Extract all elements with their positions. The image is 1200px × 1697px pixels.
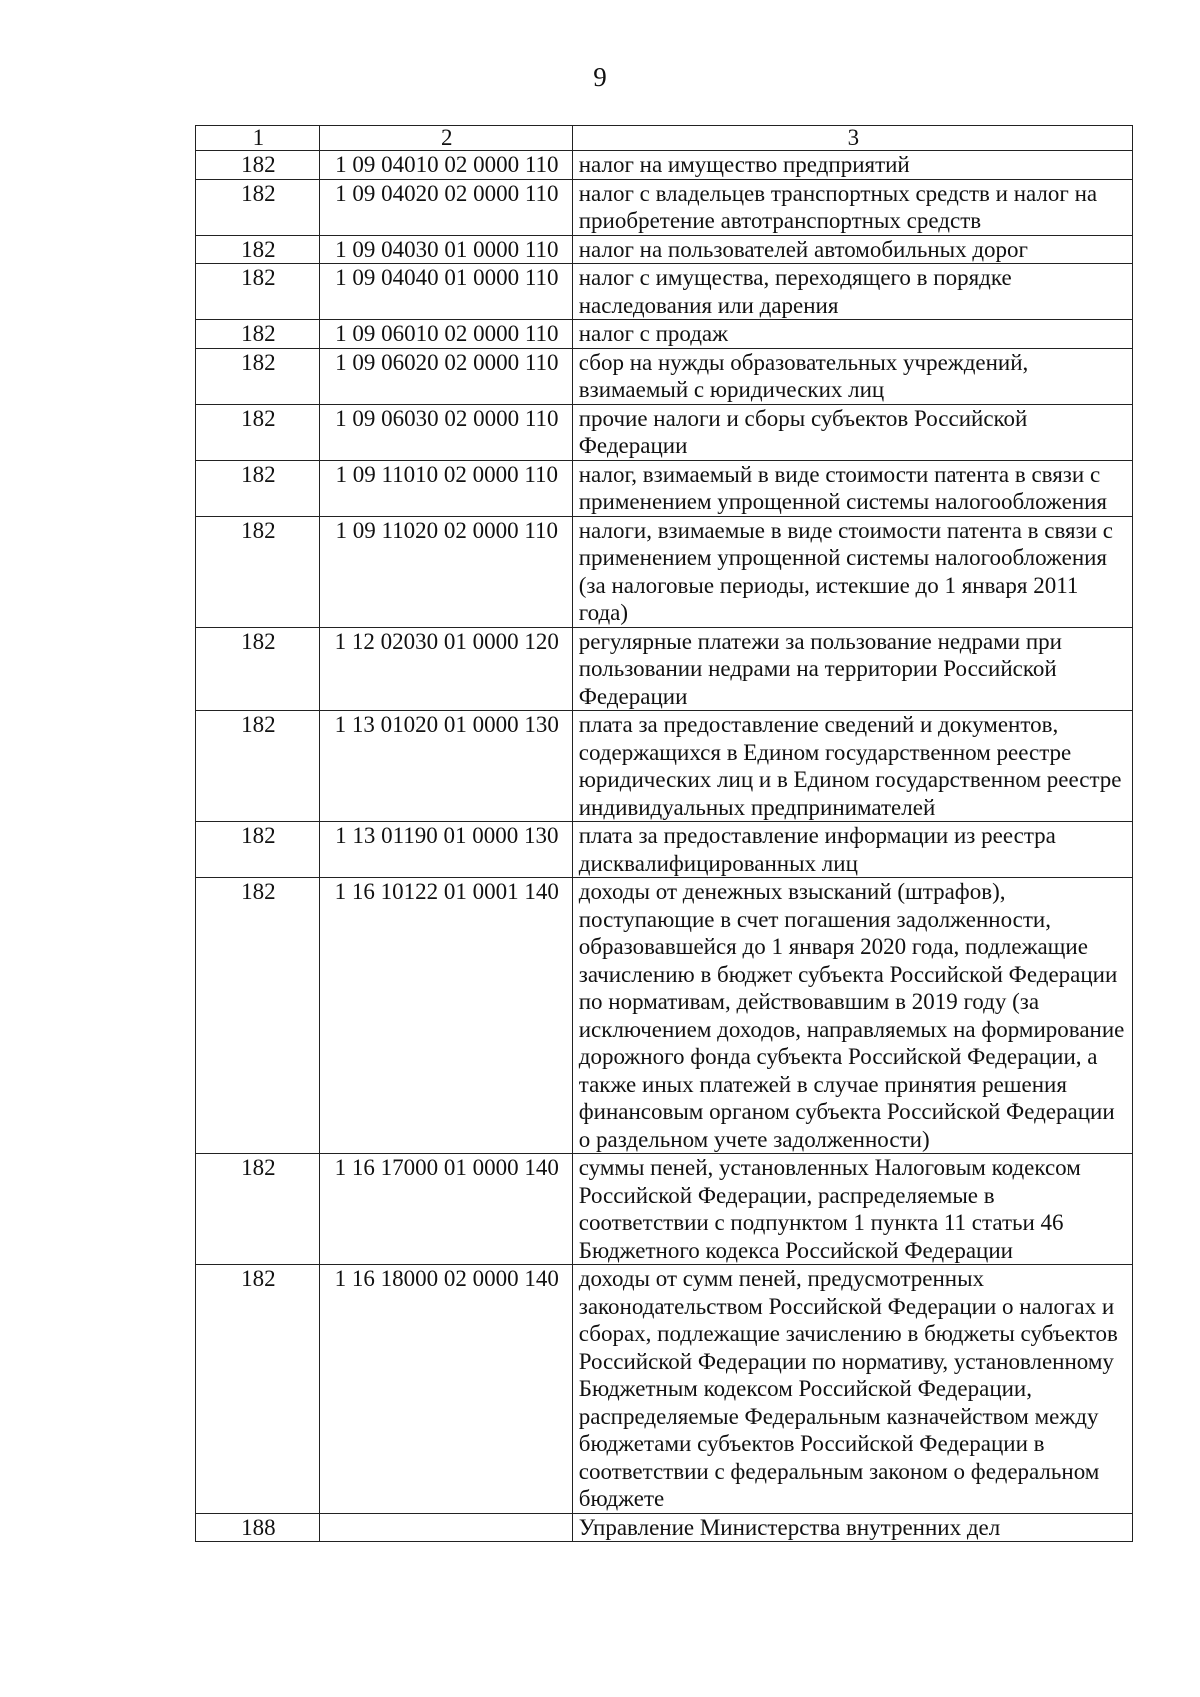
admin-code-cell: 182 (196, 627, 320, 711)
revenue-name-cell: Управление Министерства внутренних дел (572, 1513, 1132, 1542)
budget-code-cell: 1 16 10122 01 0001 140 (319, 878, 572, 1154)
admin-code-cell: 182 (196, 711, 320, 822)
header-col-1: 1 (196, 126, 320, 151)
revenue-name-cell: налоги, взимаемые в виде стоимости патента в связи с применением упрощенной системы налогообложения (за налоговые периоды, истекшие до 1 января 2011 года) (572, 516, 1132, 627)
table-row (196, 711, 1133, 822)
table-row (196, 878, 1133, 1154)
admin-code-cell: 182 (196, 516, 320, 627)
table-row (196, 179, 1133, 235)
table-row (196, 1265, 1133, 1514)
table-row (196, 151, 1133, 180)
budget-code-cell: 1 13 01020 01 0000 130 (319, 711, 572, 822)
budget-code-cell: 1 09 04040 01 0000 110 (319, 264, 572, 320)
admin-code-cell: 182 (196, 320, 320, 349)
revenue-name-cell: налог с владельцев транспортных средств и налог на приобретение автотранспортных средств (572, 179, 1132, 235)
table-row (196, 627, 1133, 711)
table-row (196, 235, 1133, 264)
admin-code-cell: 182 (196, 264, 320, 320)
header-col-3: 3 (572, 126, 1132, 151)
budget-code-cell: 1 12 02030 01 0000 120 (319, 627, 572, 711)
table-row (196, 516, 1133, 627)
admin-code-cell: 182 (196, 151, 320, 180)
table-row (196, 1154, 1133, 1265)
table-row (196, 404, 1133, 460)
budget-code-cell: 1 16 17000 01 0000 140 (319, 1154, 572, 1265)
revenue-name-cell: доходы от денежных взысканий (штрафов), поступающие в счет погашения задолженности, образовавшейся до 1 января 2020 года, подлежащие зачислению в бюджет субъекта Российской Федерации по нормативам, действовавшим в 2019 году (за исключением доходов, направляемых на формирование дорожного фонда субъекта Российской Федерации, а также иных платежей в случае принятия решения финансовым органом субъекта Российской Федерации о раздельном учете задолженности) (572, 878, 1132, 1154)
revenue-name-cell: плата за предоставление информации из реестра дисквалифицированных лиц (572, 822, 1132, 878)
revenue-name-cell: плата за предоставление сведений и документов, содержащихся в Едином государственном реестре юридических лиц и в Едином государственном реестре индивидуальных предпринимателей (572, 711, 1132, 822)
admin-code-cell: 182 (196, 878, 320, 1154)
table-row (196, 264, 1133, 320)
header-col-2: 2 (319, 126, 572, 151)
revenue-codes-table (195, 125, 1133, 1542)
revenue-name-cell: суммы пеней, установленных Налоговым кодексом Российской Федерации, распределяемые в соответствии с подпунктом 1 пункта 11 статьи 46 Бюджетного кодекса Российской Федерации (572, 1154, 1132, 1265)
table-row (196, 1513, 1133, 1542)
budget-code-cell: 1 09 04010 02 0000 110 (319, 151, 572, 180)
table-header-row (196, 126, 1133, 151)
revenue-name-cell: прочие налоги и сборы субъектов Российской Федерации (572, 404, 1132, 460)
revenue-name-cell: налог на имущество предприятий (572, 151, 1132, 180)
budget-code-cell: 1 13 01190 01 0000 130 (319, 822, 572, 878)
budget-code-cell: 1 09 04020 02 0000 110 (319, 179, 572, 235)
revenue-name-cell: доходы от сумм пеней, предусмотренных законодательством Российской Федерации о налогах и сборах, подлежащие зачислению в бюджеты субъектов Российской Федерации по нормативу, установленному Бюджетным кодексом Российской Федерации, распределяемые Федеральным казначейством между бюджетами субъектов Российской Федерации в соответствии с федеральным законом о федеральном бюджете (572, 1265, 1132, 1514)
table-row (196, 320, 1133, 349)
budget-code-cell: 1 09 06010 02 0000 110 (319, 320, 572, 349)
revenue-name-cell: регулярные платежи за пользование недрами при пользовании недрами на территории Российской Федерации (572, 627, 1132, 711)
table-row (196, 348, 1133, 404)
admin-code-cell: 182 (196, 348, 320, 404)
budget-code-cell: 1 09 11020 02 0000 110 (319, 516, 572, 627)
admin-code-cell: 188 (196, 1513, 320, 1542)
revenue-name-cell: налог с продаж (572, 320, 1132, 349)
budget-code-cell: 1 16 18000 02 0000 140 (319, 1265, 572, 1514)
table-row (196, 822, 1133, 878)
budget-code-cell (319, 1513, 572, 1542)
budget-code-cell: 1 09 11010 02 0000 110 (319, 460, 572, 516)
budget-code-cell: 1 09 04030 01 0000 110 (319, 235, 572, 264)
admin-code-cell: 182 (196, 179, 320, 235)
admin-code-cell: 182 (196, 1154, 320, 1265)
admin-code-cell: 182 (196, 235, 320, 264)
revenue-name-cell: сбор на нужды образовательных учреждений, взимаемый с юридических лиц (572, 348, 1132, 404)
admin-code-cell: 182 (196, 1265, 320, 1514)
admin-code-cell: 182 (196, 460, 320, 516)
table-row (196, 460, 1133, 516)
admin-code-cell: 182 (196, 822, 320, 878)
revenue-name-cell: налог с имущества, переходящего в порядке наследования или дарения (572, 264, 1132, 320)
admin-code-cell: 182 (196, 404, 320, 460)
page-number: 9 (593, 62, 607, 92)
budget-code-cell: 1 09 06030 02 0000 110 (319, 404, 572, 460)
revenue-name-cell: налог на пользователей автомобильных дорог (572, 235, 1132, 264)
revenue-name-cell: налог, взимаемый в виде стоимости патента в связи с применением упрощенной системы налогообложения (572, 460, 1132, 516)
budget-code-cell: 1 09 06020 02 0000 110 (319, 348, 572, 404)
